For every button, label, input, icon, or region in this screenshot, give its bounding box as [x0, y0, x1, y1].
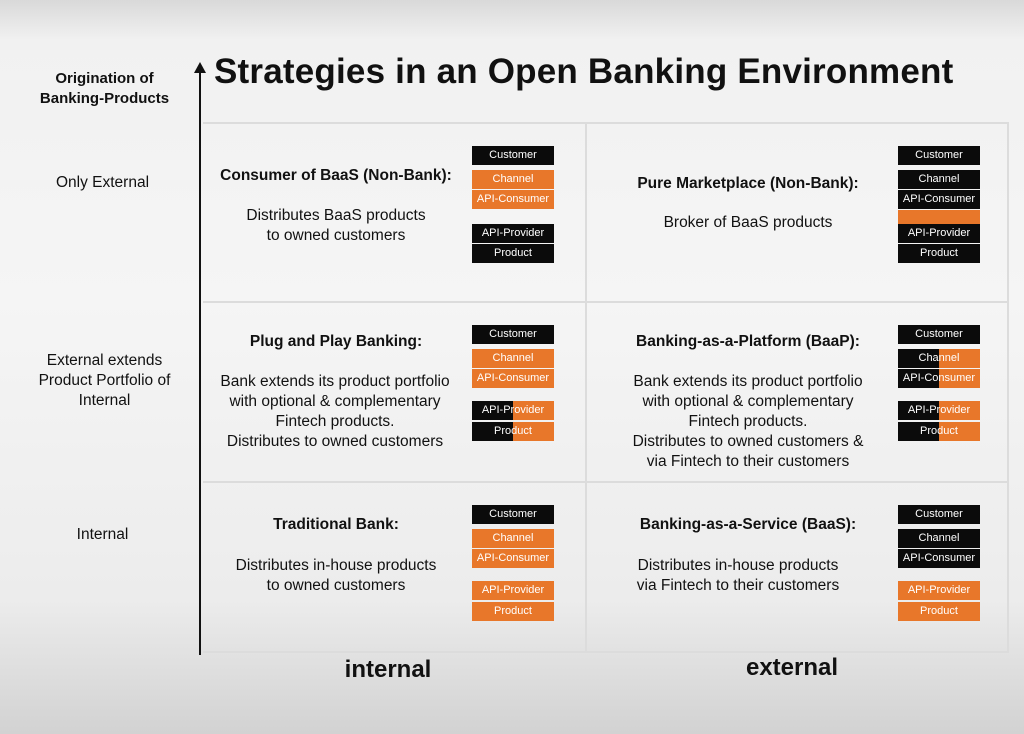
block-api-consumer: API-Consumer	[898, 369, 980, 388]
y-axis-title: Origination of Banking-Products	[39, 70, 170, 107]
diagram-title: Strategies in an Open Banking Environment	[214, 52, 954, 91]
block-channel: Channel	[472, 170, 554, 189]
cell-baap-description	[608, 372, 888, 472]
cell-traditional-bank-heading: Traditional Bank:	[273, 516, 399, 533]
description-line: Broker of BaaS products	[663, 214, 833, 231]
block-api-provider: API-Provider	[472, 224, 554, 243]
y-axis-line	[199, 70, 201, 655]
block-api-consumer: API-Consumer	[472, 549, 554, 568]
grid-line-row-1	[203, 301, 1009, 303]
description-line: via Fintech to their customers	[636, 577, 840, 594]
description-line: Bank extends its product portfolio	[220, 373, 450, 390]
block-channel: Channel	[472, 349, 554, 368]
block-api-consumer: API-Consumer	[898, 549, 980, 568]
description-line: Distributes in-house products	[235, 557, 437, 574]
grid-line-right	[1007, 122, 1009, 653]
cell-baap-heading: Banking-as-a-Platform (BaaP):	[636, 333, 860, 350]
cell-consumer-of-baas-heading: Consumer of BaaS (Non-Bank):	[220, 167, 452, 184]
block-customer: Customer	[472, 325, 554, 344]
block-product: Product	[472, 244, 554, 263]
cell-pure-marketplace-heading: Pure Marketplace (Non-Bank):	[637, 175, 859, 192]
cell-plug-and-play-heading: Plug and Play Banking:	[249, 333, 423, 350]
cell-baas-description	[608, 556, 868, 596]
block-customer: Customer	[898, 505, 980, 524]
block-api-consumer: API-Consumer	[898, 190, 980, 209]
cell-plug-and-play-description	[200, 372, 470, 452]
block-orange-spacer	[898, 210, 980, 224]
description-line: Bank extends its product portfolio	[633, 373, 863, 390]
description-line: Fintech products.	[688, 413, 808, 430]
block-customer: Customer	[898, 325, 980, 344]
block-product: Product	[898, 602, 980, 621]
column-label-internal: internal	[344, 656, 432, 683]
description-line: Distributes to owned customers &	[632, 433, 864, 450]
block-product: Product	[898, 244, 980, 263]
description-line: with optional & complementary	[229, 393, 441, 410]
description-line: Distributes to owned customers	[226, 433, 444, 450]
row-label-only-external: Only External	[55, 174, 150, 191]
description-line: Distributes in-house products	[637, 557, 839, 574]
cell-pure-marketplace-description	[608, 213, 888, 233]
description-line: with optional & complementary	[642, 393, 854, 410]
description-line: Distributes BaaS products	[246, 207, 426, 224]
description-line: via Fintech to their customers	[646, 453, 850, 470]
block-channel: Channel	[898, 349, 980, 368]
block-customer: Customer	[898, 146, 980, 165]
block-api-consumer: API-Consumer	[472, 369, 554, 388]
grid-line-top	[203, 122, 1009, 124]
description-line: Fintech products.	[275, 413, 395, 430]
column-label-external: external	[745, 654, 839, 681]
grid-line-column-divider	[585, 122, 587, 653]
cell-traditional-bank-description	[206, 556, 466, 596]
block-api-provider: API-Provider	[472, 401, 554, 420]
block-api-provider: API-Provider	[472, 581, 554, 600]
block-product: Product	[472, 602, 554, 621]
row-label-external-extends: External extends Product Portfolio of Internal	[38, 352, 171, 409]
cell-baas-heading: Banking-as-a-Service (BaaS):	[639, 516, 857, 533]
block-product: Product	[898, 422, 980, 441]
block-channel: Channel	[898, 529, 980, 548]
block-customer: Customer	[472, 146, 554, 165]
row-label-internal: Internal	[76, 526, 129, 543]
description-line: to owned customers	[266, 227, 406, 244]
cell-consumer-of-baas-description	[206, 206, 466, 246]
block-api-provider: API-Provider	[898, 224, 980, 243]
block-channel: Channel	[898, 170, 980, 189]
block-customer: Customer	[472, 505, 554, 524]
block-product: Product	[472, 422, 554, 441]
block-api-consumer: API-Consumer	[472, 190, 554, 209]
description-line: to owned customers	[266, 577, 406, 594]
block-api-provider: API-Provider	[898, 401, 980, 420]
block-channel: Channel	[472, 529, 554, 548]
grid-line-bottom	[203, 651, 1009, 653]
block-api-provider: API-Provider	[898, 581, 980, 600]
grid-line-row-2	[203, 481, 1009, 483]
